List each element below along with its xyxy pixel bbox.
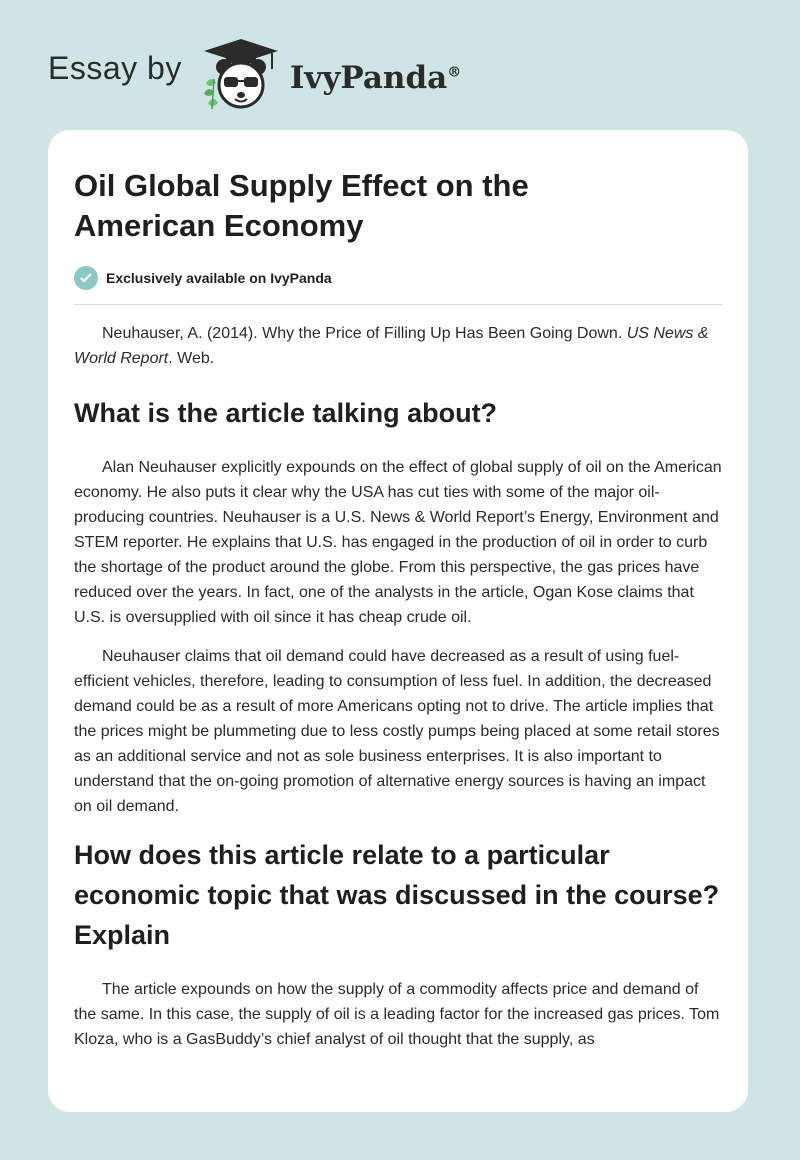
section-heading: How does this article relate to a particular economic topic that was discussed in the course? Explain: [74, 840, 720, 950]
exclusive-badge: [74, 266, 722, 305]
paragraph: Alan Neuhauser explicitly expounds on the effect of global supply of oil on the American economy. He also puts it clear why the USA has cut ties with some of the major oil-producing countries. Neuhauser is a U.S. News & World Report’s Energy, Environment and STEM reporter. He explains that U.S. has engaged in the production of oil in order to curb the shortage of the product around the globe. From this perspective, the gas prices have reduced over the years. In fact, one of the analysts in the article, Ogan Kose claims that U.S. is oversupplied with oil since it has cheap crude oil.: [74, 459, 722, 626]
section-heading: What is the article talking about?: [74, 398, 498, 428]
paragraph: Neuhauser claims that oil demand could have decreased as a result of using fuel-efficient vehicles, therefore, leading to consumption of less fuel. In addition, the decreased demand could be as a result of more Americans opting not to drive. The article implies that the prices might be plummeting due to less costly pumps being placed at some retail stores as an additional service and not as sole business enterprises. It is also important to understand that the on-going promotion of alternative energy sources is having an impact on oil demand.: [74, 648, 720, 815]
brand-name: IvyPanda®: [289, 60, 462, 96]
ivypanda-logo[interactable]: [196, 35, 461, 115]
essay-by-label: Essay by: [48, 49, 182, 86]
check-icon: [74, 266, 98, 290]
article-card: [48, 130, 748, 1112]
reference-citation: Neuhauser, A. (2014). Why the Price of Filling Up Has Been Going Down. US News & World Report. Web.: [74, 325, 709, 367]
paragraph: The article expounds on how the supply of a commodity affects price and demand of the same. In this case, the supply of oil is a leading factor for the increased gas prices. Tom Kloza, who is a GasBuddy’s chief analyst of oil thought that the supply, as: [74, 981, 720, 1048]
exclusive-text: Exclusively available on IvyPanda: [106, 270, 332, 286]
article-title: Oil Global Supply Effect on the American Economy: [74, 168, 529, 243]
site-header: [48, 30, 548, 120]
panda-logo-icon: [196, 35, 286, 115]
